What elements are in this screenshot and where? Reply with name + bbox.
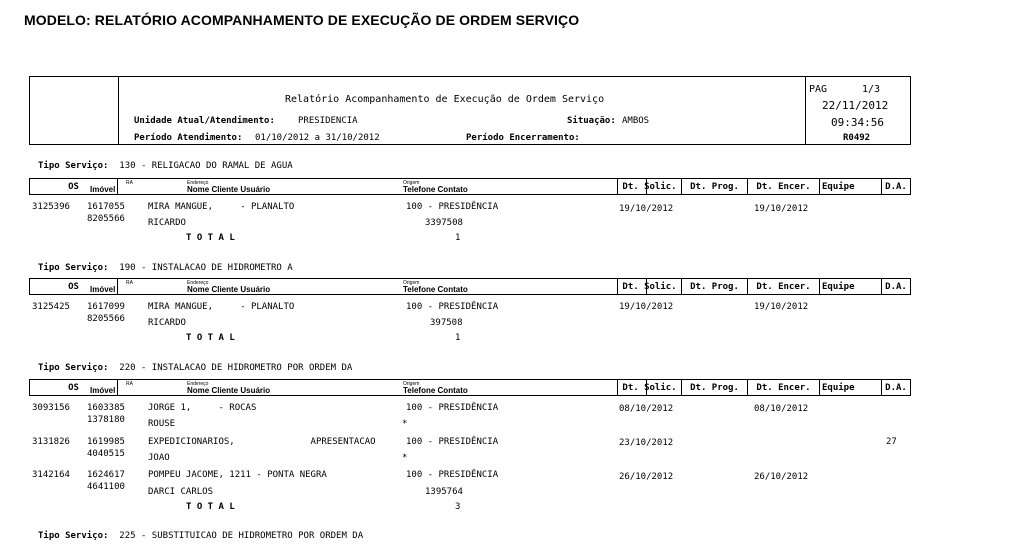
col-imovel: Imóvel bbox=[90, 285, 116, 294]
cell-endereco: MIRA MANGUE, - PLANALTO bbox=[148, 302, 295, 312]
cell-telefone: 3397508 bbox=[425, 218, 463, 228]
cell-nome: JOAO bbox=[148, 453, 170, 463]
cell-origem: 100 - PRESIDÊNCIA bbox=[406, 202, 499, 212]
periodo-encerramento-label: Período Encerramento: bbox=[466, 133, 580, 143]
tipo-servico-value: 225 - SUBSTITUICAO DE HIDROMETRO POR ORDEM DA bbox=[119, 531, 364, 541]
col-endereco: Endereço bbox=[187, 381, 209, 387]
pag-value: 1/3 bbox=[862, 84, 881, 95]
cell-telefone: 1395764 bbox=[425, 487, 463, 497]
report-header bbox=[29, 76, 911, 145]
cell-os: 3142164 bbox=[32, 470, 70, 480]
tipo-servico-label: Tipo Serviço: bbox=[38, 263, 109, 273]
col-telefone: Telefone Contato bbox=[403, 285, 468, 294]
col-equipe: Equipe bbox=[822, 383, 855, 393]
col-origem: Origem bbox=[403, 381, 420, 387]
col-imovel: Imóvel bbox=[90, 386, 116, 395]
tipo-servico-row bbox=[38, 161, 293, 171]
total-value: 1 bbox=[455, 233, 461, 243]
col-endereco: Endereço bbox=[187, 280, 209, 286]
cell-nome: ROUSE bbox=[148, 419, 176, 429]
col-imovel: Imóvel bbox=[90, 185, 116, 194]
cell-endereco: MIRA MANGUE, - PLANALTO bbox=[148, 202, 295, 212]
col-ra: RA bbox=[126, 280, 133, 286]
cell-nome: RICARDO bbox=[148, 218, 186, 228]
cell-nome: DARCI CARLOS bbox=[148, 487, 214, 497]
report-date: 22/11/2012 bbox=[822, 99, 889, 112]
col-telefone: Telefone Contato bbox=[403, 386, 468, 395]
page-info-box bbox=[805, 77, 910, 144]
cell-dt-solic: 19/10/2012 bbox=[619, 204, 674, 214]
col-dt-prog: Dt. Prog. bbox=[690, 182, 739, 192]
cell-imovel: 8205566 bbox=[87, 214, 125, 224]
cell-dt-solic: 23/10/2012 bbox=[619, 438, 674, 448]
col-equipe: Equipe bbox=[822, 182, 855, 192]
tipo-servico-row bbox=[38, 531, 363, 541]
col-dt-encer: Dt. Encer. bbox=[756, 383, 811, 393]
cell-dt-encer: 19/10/2012 bbox=[754, 204, 809, 214]
table-header bbox=[29, 178, 911, 195]
cell-ra: 1619985 bbox=[87, 437, 125, 447]
cell-origem: 100 - PRESIDÊNCIA bbox=[406, 302, 499, 312]
col-dt-solic: Dt. Solic. bbox=[622, 182, 677, 192]
cell-origem: 100 - PRESIDÊNCIA bbox=[406, 437, 499, 447]
tipo-servico-label: Tipo Serviço: bbox=[38, 161, 109, 171]
col-dt-solic: Dt. Solic. bbox=[622, 383, 677, 393]
cell-ra: 1624617 bbox=[87, 470, 125, 480]
col-telefone: Telefone Contato bbox=[403, 185, 468, 194]
table-header bbox=[29, 278, 911, 295]
unidade-label: Unidade Atual/Atendimento: bbox=[134, 116, 275, 126]
cell-endereco: POMPEU JACOME, 1211 - PONTA NEGRA bbox=[148, 470, 327, 480]
cell-ra: 1617055 bbox=[87, 202, 125, 212]
cell-dt-solic: 19/10/2012 bbox=[619, 302, 674, 312]
report-code: R0492 bbox=[843, 133, 871, 143]
tipo-servico-label: Tipo Serviço: bbox=[38, 531, 109, 541]
col-dt-prog: Dt. Prog. bbox=[690, 383, 739, 393]
col-dt-encer: Dt. Encer. bbox=[756, 282, 811, 292]
cell-os: 3125396 bbox=[32, 202, 70, 212]
col-nome-cliente: Nome Cliente Usuário bbox=[187, 185, 271, 194]
cell-telefone: * bbox=[402, 453, 408, 463]
cell-nome: RICARDO bbox=[148, 318, 186, 328]
col-os: OS bbox=[68, 383, 79, 393]
periodo-atendimento-value: 01/10/2012 a 31/10/2012 bbox=[255, 133, 380, 143]
pag-label: PAG bbox=[809, 84, 828, 95]
cell-origem: 100 - PRESIDÊNCIA bbox=[406, 403, 499, 413]
cell-imovel: 1378180 bbox=[87, 415, 125, 425]
cell-ra: 1603385 bbox=[87, 403, 125, 413]
unidade-value: PRESIDENCIA bbox=[298, 116, 358, 126]
col-os: OS bbox=[68, 282, 79, 292]
tipo-servico-value: 220 - INSTALACAO DE HIDROMETRO POR ORDEM DA bbox=[119, 363, 353, 373]
col-da: D.A. bbox=[885, 282, 907, 292]
cell-imovel: 4040515 bbox=[87, 449, 125, 459]
col-ra: RA bbox=[126, 381, 133, 387]
cell-dt-encer: 08/10/2012 bbox=[754, 404, 809, 414]
cell-telefone: * bbox=[402, 419, 408, 429]
cell-endereco: EXPEDICIONARIOS, APRESENTACAO bbox=[148, 437, 376, 447]
col-dt-encer: Dt. Encer. bbox=[756, 182, 811, 192]
report-time: 09:34:56 bbox=[831, 116, 884, 129]
cell-os: 3131826 bbox=[32, 437, 70, 447]
cell-da: 27 bbox=[886, 437, 897, 447]
col-os: OS bbox=[68, 182, 79, 192]
total-label: T O T A L bbox=[186, 502, 235, 512]
total-value: 1 bbox=[455, 333, 461, 343]
cell-ra: 1617099 bbox=[87, 302, 125, 312]
col-endereco: Endereço bbox=[187, 180, 209, 186]
col-ra: RA bbox=[126, 180, 133, 186]
tipo-servico-row bbox=[38, 263, 293, 273]
periodo-atendimento-label: Período Atendimento: bbox=[134, 133, 243, 143]
col-da: D.A. bbox=[885, 182, 907, 192]
cell-os: 3093156 bbox=[32, 403, 70, 413]
cell-dt-encer: 19/10/2012 bbox=[754, 302, 809, 312]
report-title: Relatório Acompanhamento de Execução de Ordem Serviço bbox=[285, 94, 605, 105]
total-label: T O T A L bbox=[186, 233, 235, 243]
total-label: T O T A L bbox=[186, 333, 235, 343]
cell-imovel: 4641100 bbox=[87, 482, 125, 492]
col-nome-cliente: Nome Cliente Usuário bbox=[187, 386, 271, 395]
cell-os: 3125425 bbox=[32, 302, 70, 312]
cell-imovel: 8205566 bbox=[87, 314, 125, 324]
table-header bbox=[29, 379, 911, 396]
page-title: MODELO: RELATÓRIO ACOMPANHAMENTO DE EXECUÇÃO DE ORDEM SERVIÇO bbox=[24, 12, 580, 28]
col-da: D.A. bbox=[885, 383, 907, 393]
col-origem: Origem bbox=[403, 180, 420, 186]
col-dt-prog: Dt. Prog. bbox=[690, 282, 739, 292]
tipo-servico-label: Tipo Serviço: bbox=[38, 363, 109, 373]
tipo-servico-value: 130 - RELIGACAO DO RAMAL DE AGUA bbox=[119, 161, 293, 171]
col-nome-cliente: Nome Cliente Usuário bbox=[187, 285, 271, 294]
cell-endereco: JORGE 1, - ROCAS bbox=[148, 403, 257, 413]
col-dt-solic: Dt. Solic. bbox=[622, 282, 677, 292]
cell-dt-solic: 26/10/2012 bbox=[619, 472, 674, 482]
cell-dt-encer: 26/10/2012 bbox=[754, 472, 809, 482]
cell-origem: 100 - PRESIDÊNCIA bbox=[406, 470, 499, 480]
col-origem: Origem bbox=[403, 280, 420, 286]
tipo-servico-row bbox=[38, 363, 352, 373]
situacao-label: Situação: bbox=[567, 116, 616, 126]
cell-telefone: 397508 bbox=[430, 318, 463, 328]
total-value: 3 bbox=[455, 502, 461, 512]
logo-area bbox=[30, 77, 119, 144]
cell-dt-solic: 08/10/2012 bbox=[619, 404, 674, 414]
situacao-value: AMBOS bbox=[622, 116, 650, 126]
tipo-servico-value: 190 - INSTALACAO DE HIDROMETRO A bbox=[119, 263, 293, 273]
col-equipe: Equipe bbox=[822, 282, 855, 292]
